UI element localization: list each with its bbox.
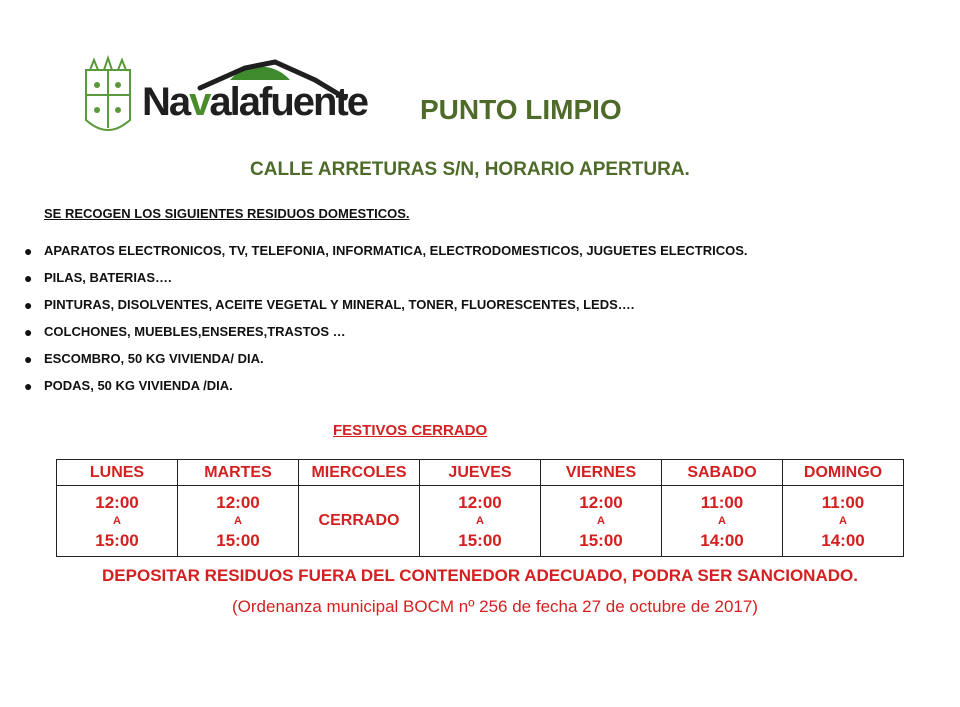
bullet-icon: ● (24, 243, 33, 259)
list-item (24, 269, 748, 296)
open-time: 12:00 (216, 492, 260, 512)
logo-wordmark-prefix: Na (142, 80, 190, 124)
sanction-warning: DEPOSITAR RESIDUOS FUERA DEL CONTENEDOR ADECUADO, PODRA SER SANCIONADO. (102, 566, 858, 585)
day-header: MIERCOLES (299, 460, 420, 486)
page-title: PUNTO LIMPIO (420, 94, 622, 125)
logo-wordmark-accent: v (189, 80, 210, 124)
waste-list (24, 242, 748, 404)
list-item-text: PILAS, BATERIAS…. (44, 270, 172, 285)
list-item (24, 242, 748, 269)
table-row (57, 486, 904, 557)
open-time: 12:00 (579, 492, 623, 512)
bullet-icon: ● (24, 297, 33, 313)
time-separator: A (839, 514, 847, 527)
time-separator: A (476, 514, 484, 527)
hours-cell (57, 486, 178, 557)
list-item-text: ESCOMBRO, 50 KG VIVIENDA/ DIA. (44, 351, 264, 366)
time-separator: A (597, 514, 605, 527)
ordinance-reference: (Ordenanza municipal BOCM nº 256 de fecha 27 de octubre de 2017) (232, 597, 758, 616)
hours-cell (541, 486, 662, 557)
time-separator: A (234, 514, 242, 527)
close-time: 14:00 (700, 530, 744, 550)
day-header: JUEVES (420, 460, 541, 486)
logo-wordmark-suffix: alafuente (209, 80, 367, 124)
open-time: 12:00 (95, 492, 139, 512)
day-header: MARTES (178, 460, 299, 486)
logo-wordmark (142, 82, 367, 122)
close-time: 14:00 (821, 530, 865, 550)
open-time: 12:00 (458, 492, 502, 512)
opening-hours-table (56, 459, 904, 557)
hours-cell (299, 486, 420, 557)
time-separator: A (718, 514, 726, 527)
close-time: 15:00 (216, 530, 260, 550)
list-item-text: PODAS, 50 KG VIVIENDA /DIA. (44, 378, 233, 393)
day-header: LUNES (57, 460, 178, 486)
open-time: 11:00 (821, 492, 865, 512)
bullet-icon: ● (24, 351, 33, 367)
open-time: 11:00 (700, 492, 744, 512)
close-time: 15:00 (579, 530, 623, 550)
hours-cell (178, 486, 299, 557)
time-separator: A (113, 514, 121, 527)
list-item-text: COLCHONES, MUEBLES,ENSERES,TRASTOS … (44, 324, 346, 339)
bullet-icon: ● (24, 270, 33, 286)
bullet-icon: ● (24, 324, 33, 340)
list-item-text: PINTURAS, DISOLVENTES, ACEITE VEGETAL Y MINERAL, TONER, FLUORESCENTES, LEDS…. (44, 297, 635, 312)
list-item (24, 350, 748, 377)
table-header-row (57, 460, 904, 486)
hours-cell (420, 486, 541, 557)
list-item (24, 377, 748, 404)
bullet-icon: ● (24, 378, 33, 394)
holidays-closed-note: FESTIVOS CERRADO (333, 422, 488, 439)
waste-intro: SE RECOGEN LOS SIGUIENTES RESIDUOS DOMESTICOS. (44, 206, 410, 221)
hours-cell (783, 486, 904, 557)
day-header: DOMINGO (783, 460, 904, 486)
list-item-text: APARATOS ELECTRONICOS, TV, TELEFONIA, INFORMATICA, ELECTRODOMESTICOS, JUGUETES ELECTRICOS. (44, 243, 748, 258)
day-header: SABADO (662, 460, 783, 486)
close-time: 15:00 (458, 530, 502, 550)
day-header: VIERNES (541, 460, 662, 486)
list-item (24, 296, 748, 323)
closed-label: CERRADO (318, 512, 400, 529)
close-time: 15:00 (95, 530, 139, 550)
list-item (24, 323, 748, 350)
page-subtitle: CALLE ARRETURAS S/N, HORARIO APERTURA. (250, 159, 690, 180)
hours-cell (662, 486, 783, 557)
